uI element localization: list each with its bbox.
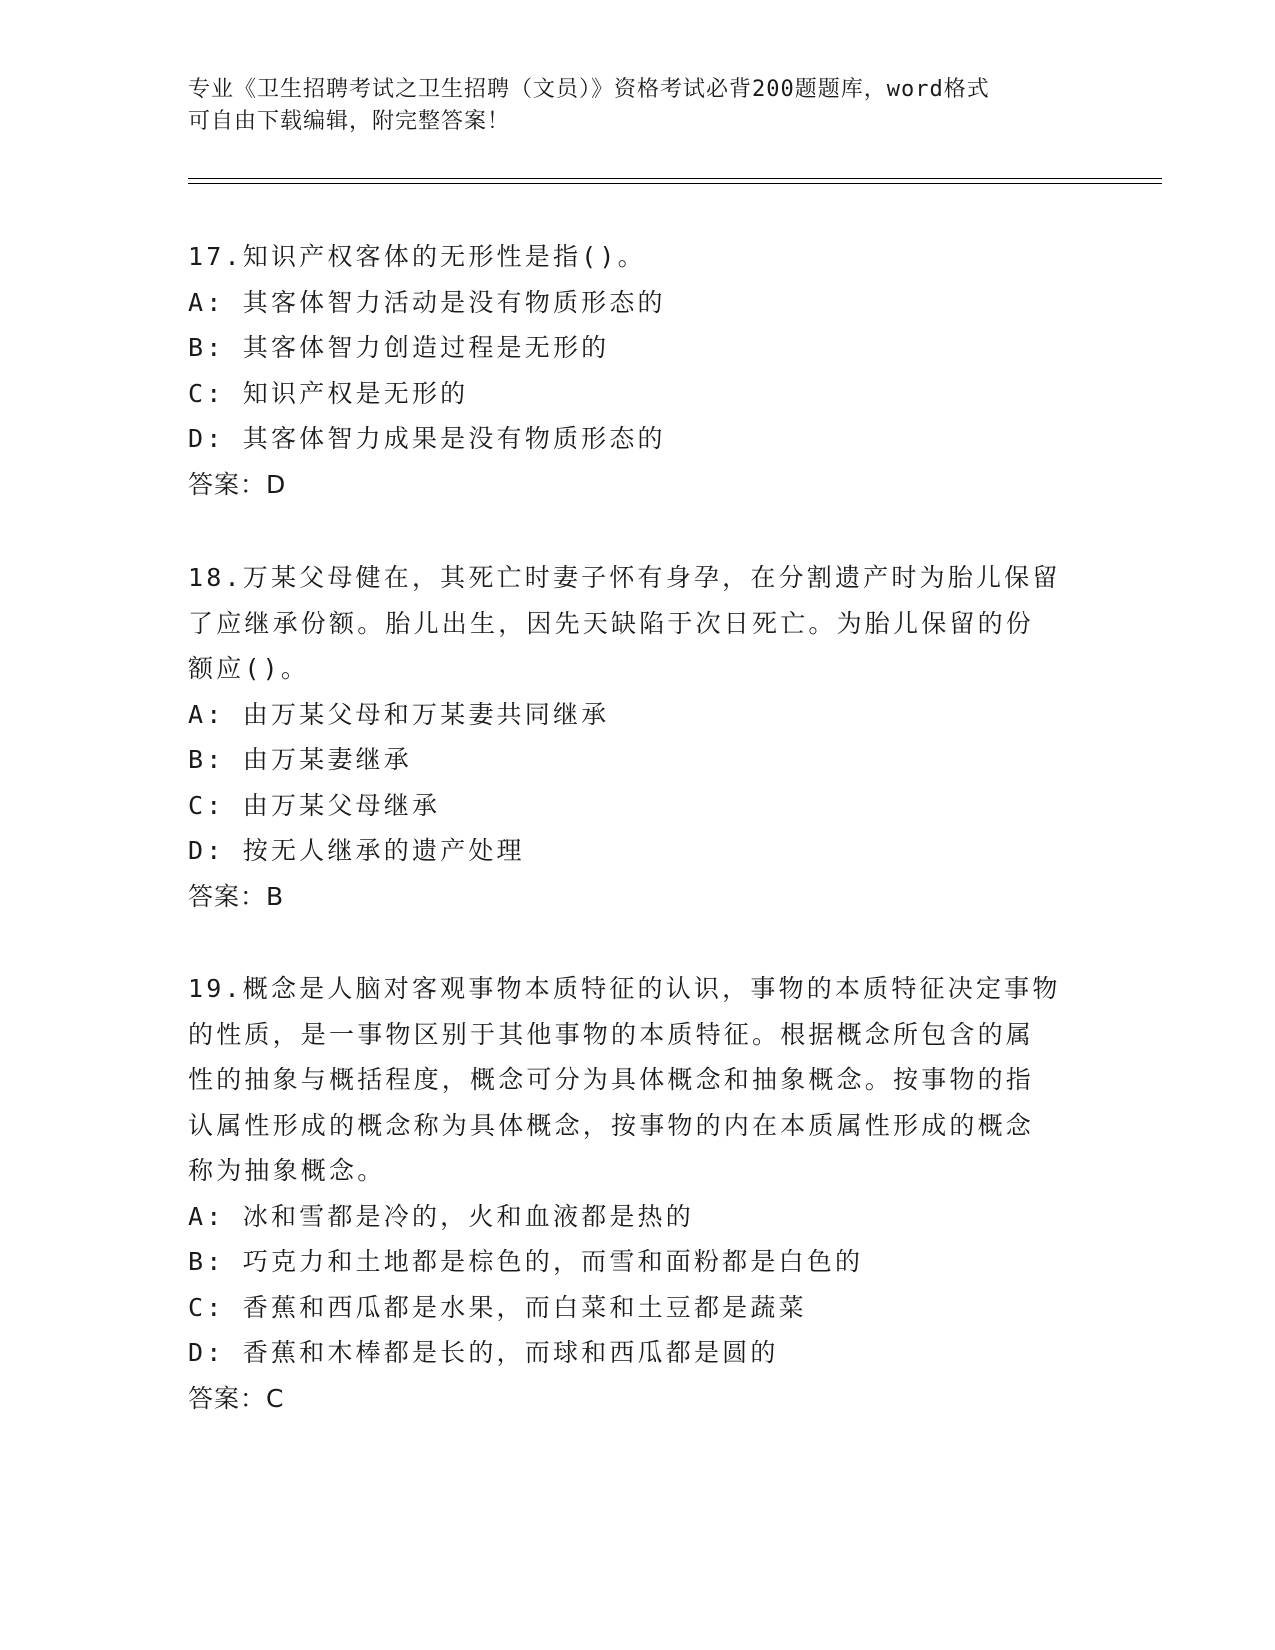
option-b: B: 由万某妻继承 bbox=[188, 745, 412, 774]
header-divider bbox=[188, 178, 1162, 179]
option-b: B: 巧克力和土地都是棕色的，而雪和面粉都是白色的 bbox=[188, 1247, 864, 1276]
question-17 bbox=[188, 234, 1088, 507]
question-stem-line-5: 称为抽象概念。 bbox=[188, 1156, 386, 1185]
document-header bbox=[188, 74, 1088, 138]
option-c: C: 由万某父母继承 bbox=[188, 790, 441, 820]
question-stem-line-1: 18.万某父母健在，其死亡时妻子怀有身孕，在分割遗产时为胎儿保留 bbox=[188, 563, 1061, 592]
answer: 答案：C bbox=[188, 1383, 285, 1413]
question-stem: 17.知识产权客体的无形性是指()。 bbox=[188, 242, 646, 271]
option-d: D: 香蕉和木棒都是长的，而球和西瓜都是圆的 bbox=[188, 1338, 779, 1367]
option-c: C: 知识产权是无形的 bbox=[188, 378, 469, 408]
option-d: D: 其客体智力成果是没有物质形态的 bbox=[188, 424, 666, 453]
header-line-2: 可自由下载编辑，附完整答案！ bbox=[188, 109, 511, 134]
option-b: B: 其客体智力创造过程是无形的 bbox=[188, 333, 610, 362]
question-stem-line-3: 额应()。 bbox=[188, 654, 310, 683]
option-a: A: 由万某父母和万某妻共同继承 bbox=[188, 699, 610, 729]
answer: 答案：D bbox=[188, 469, 287, 499]
option-a: A: 冰和雪都是冷的，火和血液都是热的 bbox=[188, 1201, 694, 1231]
question-18 bbox=[188, 555, 1088, 919]
option-c: C: 香蕉和西瓜都是水果，而白菜和土豆都是蔬菜 bbox=[188, 1292, 807, 1322]
option-d: D: 按无人继承的遗产处理 bbox=[188, 836, 525, 865]
question-stem-line-1: 19.概念是人脑对客观事物本质特征的认识，事物的本质特征决定事物 bbox=[188, 974, 1061, 1003]
header-line-1: 专业《卫生招聘考试之卫生招聘（文员）》资格考试必背200题题库，word格式 bbox=[188, 77, 990, 102]
question-stem-line-2: 的性质，是一事物区别于其他事物的本质特征。根据概念所包含的属 bbox=[188, 1019, 1035, 1049]
question-stem-line-3: 性的抽象与概括程度，概念可分为具体概念和抽象概念。按事物的指 bbox=[188, 1065, 1035, 1094]
question-stem-line-4: 认属性形成的概念称为具体概念，按事物的内在本质属性形成的概念 bbox=[188, 1110, 1035, 1140]
option-a: A: 其客体智力活动是没有物质形态的 bbox=[188, 287, 666, 317]
question-stem-line-2: 了应继承份额。胎儿出生，因先天缺陷于次日死亡。为胎儿保留的份 bbox=[188, 608, 1035, 638]
answer: 答案：B bbox=[188, 881, 285, 911]
header-divider-second bbox=[188, 183, 1162, 184]
question-19 bbox=[188, 966, 1088, 1421]
